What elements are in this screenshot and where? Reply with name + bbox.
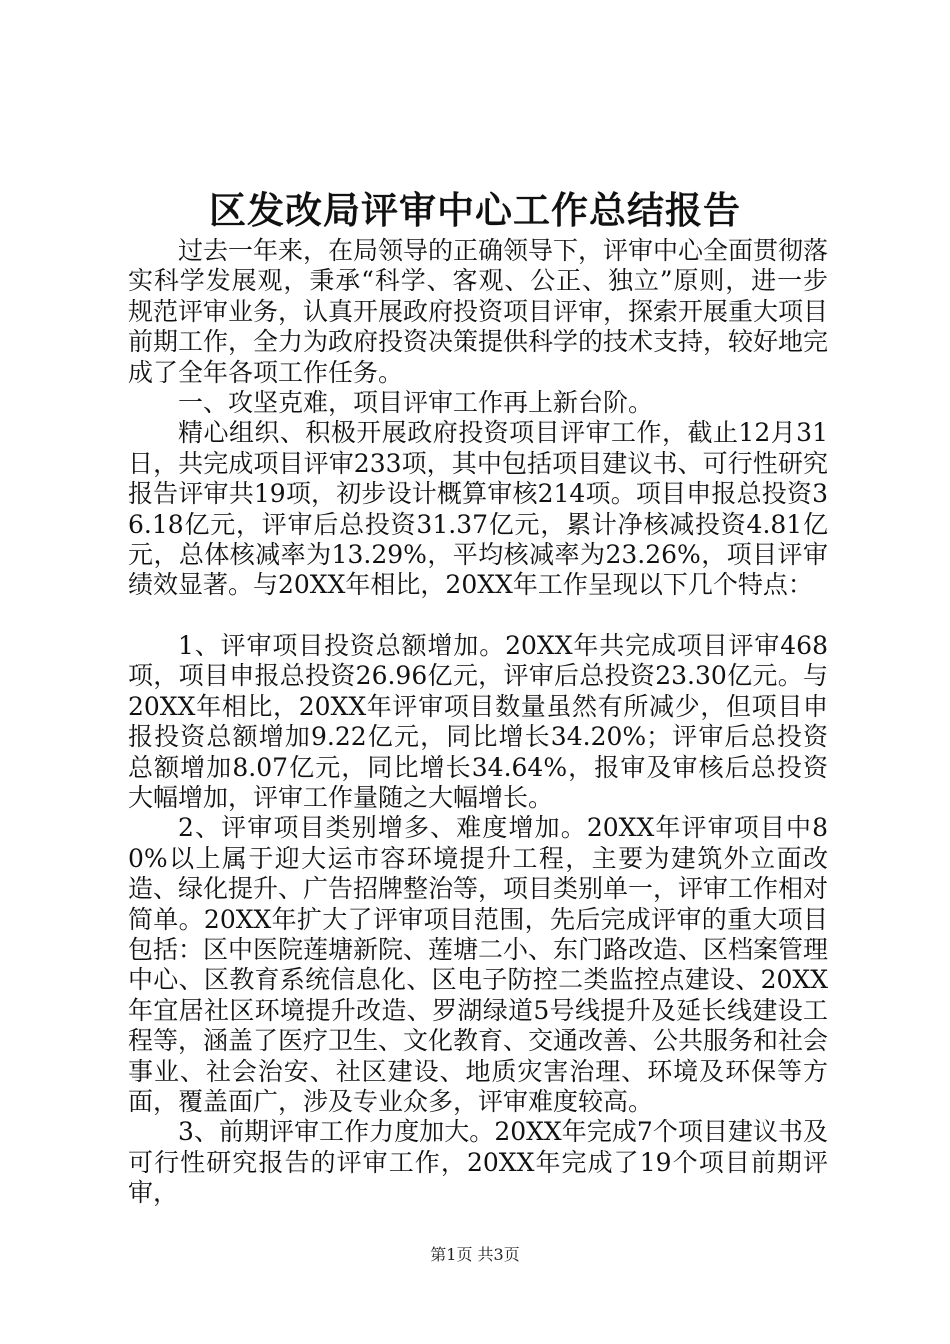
paragraph-point-3: 3、前期评审工作力度加大。20XX年完成7个项目建议书及可行性研究报告的评审工作，20XX年完成了19个项目前期评审， (128, 1117, 828, 1208)
section-heading-1: 一、攻坚克难，项目评审工作再上新台阶。 (178, 388, 654, 418)
page-footer: 第1页 共3页 (430, 1245, 520, 1264)
document-body (128, 236, 828, 1209)
paragraph-summary: 精心组织、积极开展政府投资项目评审工作，截止12月31日，共完成项目评审233项，其中包括项目建议书、可行性研究报告评审共19项，初步设计概算审核214项。项目申报总投资36.18亿元，评审后总投资31.37亿元，累计净核减投资4.81亿元，总体核减率为13.29%，平均核减率为23.26%，项目评审绩效显著。与20XX年相比，20XX年工作呈现以下几个特点： (128, 418, 828, 600)
paragraph-point-1: 1、评审项目投资总额增加。20XX年共完成项目评审468项，项目申报总投资26.96亿元，评审后总投资23.30亿元。与20XX年相比，20XX年评审项目数量虽然有所减少，但项目申报投资总额增加9.22亿元，同比增长34.20%；评审后总投资总额增加8.07亿元，同比增长34.64%，报审及审核后总投资大幅增加，评审工作量随之大幅增长。 (128, 630, 828, 812)
paragraph-point-2: 2、评审项目类别增多、难度增加。20XX年评审项目中80%以上属于迎大运市容环境提升工程，主要为建筑外立面改造、绿化提升、广告招牌整治等，项目类别单一，评审工作相对简单。20XX年扩大了评审项目范围，先后完成评审的重大项目包括：区中医院莲塘新院、莲塘二小、东门路改造、区档案管理中心、区教育系统信息化、区电子防控二类监控点建设、20XX年宜居社区环境提升改造、罗湖绿道5号线提升及延长线建设工程等，涵盖了医疗卫生、文化教育、交通改善、公共服务和社会事业、社会治安、社区建设、地质灾害治理、环境及环保等方面，覆盖面广，涉及专业众多，评审难度较高。 (128, 813, 829, 1116)
paragraph-intro: 过去一年来，在局领导的正确领导下，评审中心全面贯彻落实科学发展观，秉承“科学、客观、公正、独立”原则，进一步规范评审业务，认真开展政府投资项目评审，探索开展重大项目前期工作，全力为政府投资决策提供科学的技术支持，较好地完成了全年各项工作任务。 (128, 236, 829, 387)
page-title: 区发改局评审中心工作总结报告 (209, 188, 741, 232)
